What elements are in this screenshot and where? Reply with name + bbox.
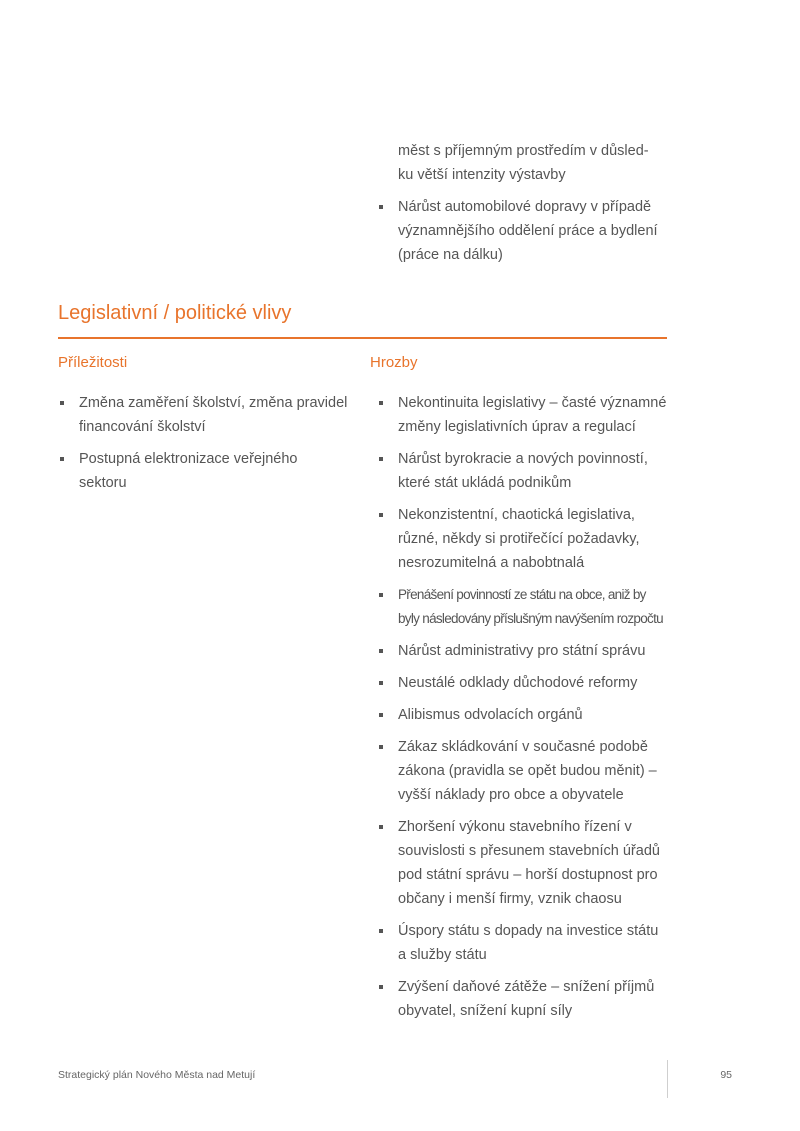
threats-column	[377, 391, 669, 1031]
list-item: Alibismus odvolacích orgánů	[377, 703, 669, 727]
opportunities-list	[58, 391, 348, 495]
list-item: Nekonzistentní, chaotická legislativa, různé, někdy si protiřečící požadavky, nesrozumitelná a nabobtnalá	[377, 503, 669, 575]
continuation-block	[377, 139, 677, 275]
footer-document-title: Strategický plán Nového Města nad Metují	[58, 1069, 256, 1081]
list-item: Zhoršení výkonu stavebního řízení v souvislosti s přesunem stavebních úřadů pod státní správu – horší dostupnost pro občany i menší firmy, vznik chaosu	[377, 815, 669, 911]
list-item: Úspory státu s dopady na investice státu a služby státu	[377, 919, 669, 967]
list-item: Neustálé odklady důchodové reformy	[377, 671, 669, 695]
list-item: Postupná elektronizace veřejného sektoru	[58, 447, 348, 495]
list-item: Nárůst byrokracie a nových povinností, které stát ukládá podnikům	[377, 447, 669, 495]
continued-threats-list	[377, 195, 677, 267]
threats-list	[377, 391, 669, 1023]
continued-text-line-2: ku větší intenzity výstavby	[398, 167, 566, 183]
list-item: Zvýšení daňové zátěže – snížení příjmů obyvatel, snížení kupní síly	[377, 975, 669, 1023]
continued-paragraph	[398, 139, 677, 187]
threats-heading: Hrozby	[370, 354, 418, 371]
page-number: 95	[720, 1069, 732, 1081]
list-item: Zákaz skládkování v současné podobě zákona (pravidla se opět budou měnit) – vyšší náklady pro obce a obyvatele	[377, 735, 669, 807]
section-title: Legislativní / politické vlivy	[58, 302, 292, 324]
opportunities-heading: Příležitosti	[58, 354, 128, 371]
list-item: Nárůst automobilové dopravy v případě významnějšího oddělení práce a bydlení (práce na dálku)	[377, 195, 677, 267]
section-divider	[58, 337, 667, 339]
footer-divider	[667, 1060, 668, 1098]
list-item: Nárůst administrativy pro státní správu	[377, 639, 669, 663]
opportunities-column	[58, 391, 348, 503]
continued-text-line-1: měst s příjemným prostředím v důsled-	[398, 143, 649, 159]
list-item: Změna zaměření školství, změna pravidel financování školství	[58, 391, 348, 439]
list-item: Přenášení povinností ze státu na obce, aniž by byly následovány příslušným navýšením rozpočtu	[377, 583, 669, 631]
list-item: Nekontinuita legislativy – časté významné změny legislativních úprav a regulací	[377, 391, 669, 439]
